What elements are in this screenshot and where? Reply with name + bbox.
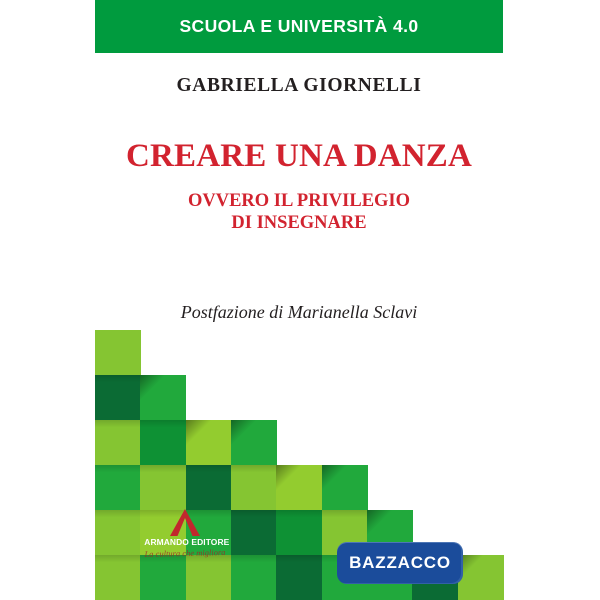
mosaic-cell bbox=[140, 555, 186, 600]
book-title: CREARE UNA DANZA bbox=[125, 138, 473, 174]
mosaic-cell bbox=[95, 465, 141, 511]
mosaic-cell bbox=[95, 420, 141, 466]
mosaic-cell bbox=[231, 420, 277, 466]
publisher-motto-script: La cultura che migliora bbox=[144, 546, 226, 559]
mosaic-cell bbox=[276, 555, 322, 600]
mosaic-cell bbox=[95, 555, 141, 600]
book-subtitle-line2: DI INSEGNARE bbox=[231, 213, 367, 233]
postface-credit: Postfazione di Marianella Sclavi bbox=[180, 302, 418, 322]
mosaic-cell bbox=[186, 420, 232, 466]
mosaic-cell bbox=[231, 465, 277, 511]
book-subtitle-line1: OVVERO IL PRIVILEGIO bbox=[187, 191, 411, 211]
mosaic-cell bbox=[231, 510, 277, 556]
imprint-badge bbox=[337, 542, 463, 584]
series-banner bbox=[95, 0, 503, 53]
mosaic-cell bbox=[95, 375, 141, 421]
mosaic-cell bbox=[95, 330, 141, 376]
mosaic-cell bbox=[231, 555, 277, 600]
imprint-badge-label: BAZZACCO bbox=[349, 553, 451, 572]
mosaic-cell bbox=[95, 510, 141, 556]
mosaic-cell bbox=[140, 375, 186, 421]
mosaic-cell bbox=[276, 510, 322, 556]
mosaic-cell bbox=[276, 465, 322, 511]
series-banner-label: SCUOLA E UNIVERSITÀ 4.0 bbox=[179, 16, 419, 36]
book-subtitle bbox=[95, 190, 503, 234]
publisher-logo bbox=[143, 509, 230, 559]
mosaic-cell bbox=[186, 465, 232, 511]
mosaic-cell bbox=[458, 555, 504, 600]
armando-a-triangle-icon bbox=[170, 509, 200, 536]
publisher-name: ARMANDO EDITORE bbox=[144, 537, 230, 547]
author-name: GABRIELLA GIORNELLI bbox=[176, 75, 422, 96]
mosaic-cell bbox=[322, 465, 368, 511]
mosaic-cell bbox=[140, 465, 186, 511]
mosaic-cell bbox=[186, 555, 232, 600]
mosaic-cell bbox=[140, 420, 186, 466]
